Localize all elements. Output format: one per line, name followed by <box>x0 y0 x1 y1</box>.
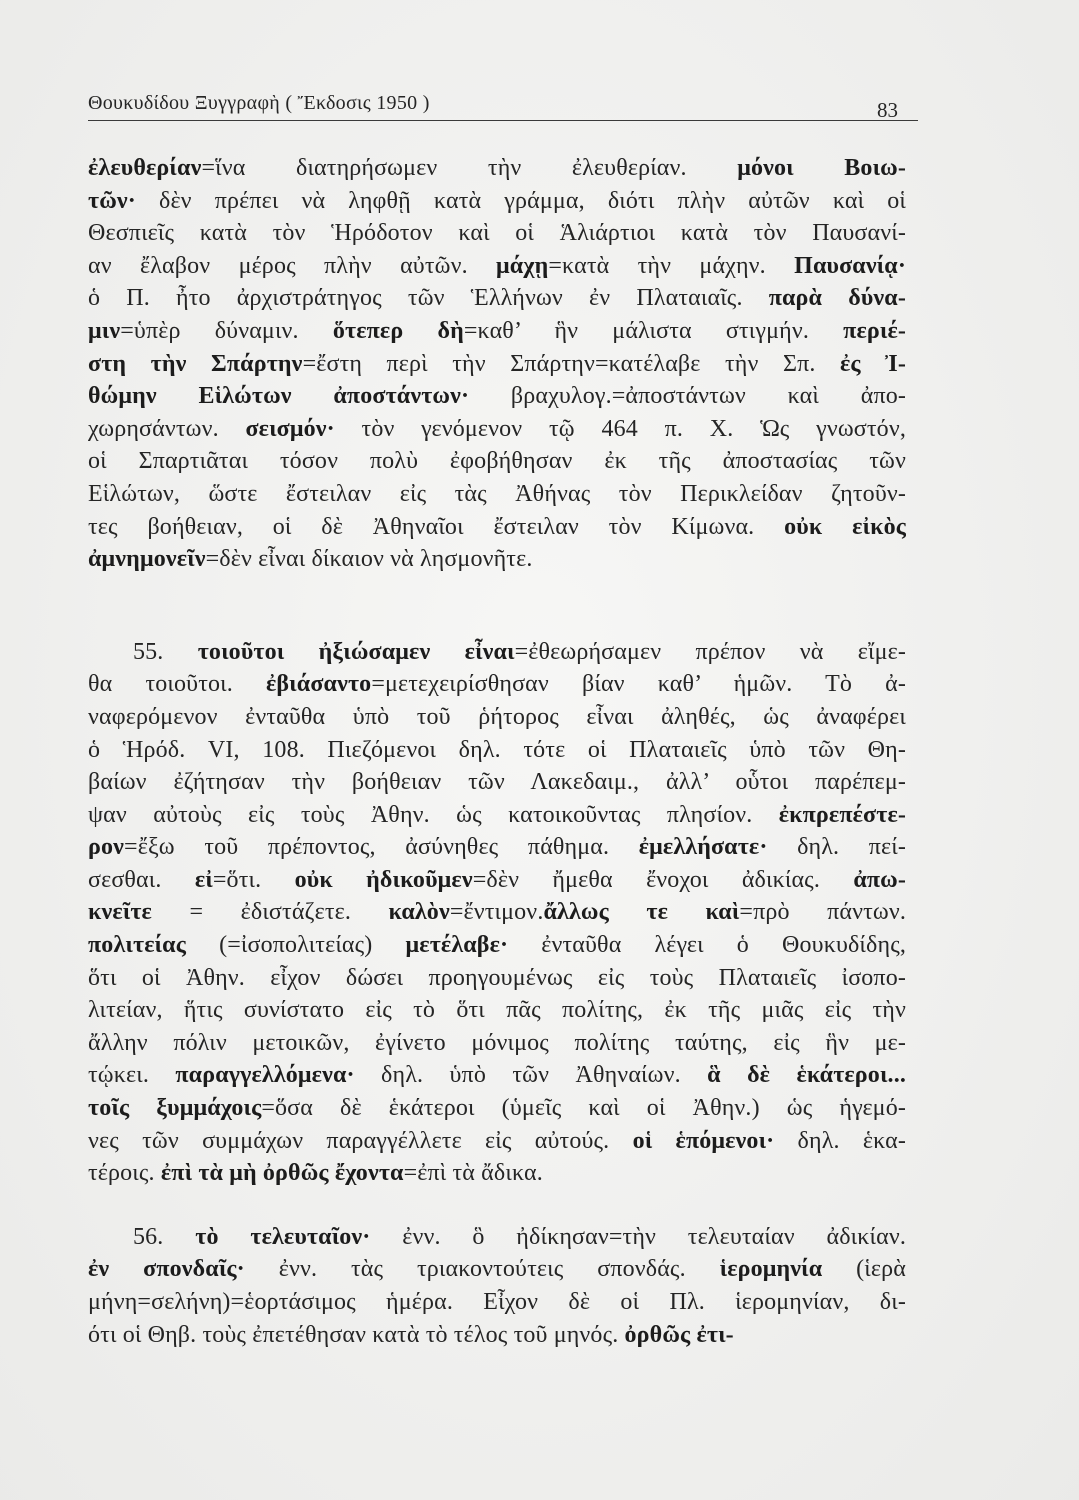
text-line <box>88 668 906 701</box>
gloss-text: βαίων ἐζήτησαν τὴν βοήθειαν τῶν Λακεδαιμ., ἀλλ’ οὗτοι παρέπεμ- <box>88 769 906 796</box>
gloss-text: ὁ Ἡρόδ. VI, 108. Πιεζόμενοι δηλ. τότε οἱ Πλαταιεῖς ὑπὸ τῶν Θη- <box>88 736 906 763</box>
text-line <box>88 1221 906 1254</box>
gloss-text: Θεσπιεῖς κατὰ τὸν Ἡρόδοτον καὶ οἱ Ἁλιάρτιοι κατὰ τὸν Παυσανί- <box>88 220 906 247</box>
text-line <box>88 511 906 544</box>
text-line <box>88 799 906 832</box>
gloss-text: =ὅτι. <box>212 866 295 893</box>
lemma-bold-text: καλὸν <box>388 899 450 926</box>
lemma-bold-text: οἱ ἑπόμενοι· <box>632 1127 775 1154</box>
gloss-text: =μετεχειρίσθησαν βίαν καθ’ ἡμῶν. Τὸ ἀ- <box>371 671 906 698</box>
lemma-bold-text: μετέλαβε· <box>405 932 509 959</box>
lemma-bold-text: τὸ τελευταῖον· <box>195 1223 371 1250</box>
lemma-bold-text: ἐβιάσαντο <box>265 671 372 698</box>
text-line <box>88 217 906 250</box>
lemma-bold-text: ὀρθῶς ἐτι- <box>624 1321 734 1348</box>
text-line <box>88 636 906 669</box>
lemma-bold-text: ρον <box>88 834 125 861</box>
gloss-text: τέροις. <box>88 1160 161 1187</box>
gloss-text: (ἱερὰ <box>822 1256 906 1283</box>
text-line <box>88 929 906 962</box>
text-line <box>88 1286 906 1319</box>
lemma-bold-text: ἐς Ἰ- <box>839 350 906 377</box>
lemma-bold-text: τοῖς ξυμμάχοις <box>88 1095 262 1122</box>
gloss-text: οἱ Σπαρτιᾶται τόσον πολὺ ἐφοβήθησαν ἐκ τῆς ἀποστασίας τῶν <box>88 448 906 475</box>
gloss-text: ἄλλην πόλιν μετοικῶν, ἐγίνετο μόνιμος πολίτης ταύτης, εἰς ἣν με- <box>88 1029 906 1056</box>
lemma-bold-text: μόνοι Βοιω- <box>737 155 906 181</box>
gloss-text: δηλ. ὑπὸ τῶν Ἀθηναίων. <box>354 1062 708 1089</box>
text-line <box>88 1157 906 1190</box>
gloss-text: νες τῶν συμμάχων παραγγέλλετε εἰς αὐτούς. <box>88 1127 633 1154</box>
gloss-text: 56. <box>133 1223 196 1250</box>
gloss-text: χωρησάντων. <box>88 415 246 442</box>
lemma-bold-text: ἐλευθερίαν <box>88 155 202 181</box>
lemma-bold-text: παρὰ δύνα- <box>768 285 906 312</box>
paragraph <box>88 636 906 1190</box>
text-line <box>88 478 906 511</box>
gloss-text: =ἔξω τοῦ πρέποντος, ἀσύνηθες πάθημα. <box>124 834 639 861</box>
text-line <box>88 1253 906 1286</box>
gloss-text: δηλ. πεί- <box>767 834 906 861</box>
text-line <box>88 1092 906 1125</box>
gloss-text: =ἔντιμον. <box>449 899 544 926</box>
lemma-bold-text: πολιτείας <box>88 932 187 959</box>
text-line <box>88 445 906 478</box>
text-line <box>88 896 906 929</box>
gloss-text: =καθ’ ἣν μάλιστα στιγμήν. <box>463 317 844 344</box>
lemma-bold-text: σεισμόν· <box>245 415 335 442</box>
gloss-text: =πρὸ πάντων. <box>739 899 906 926</box>
gloss-text: Εἱλώτων, ὥστε ἔστειλαν εἰς τὰς Ἀθήνας τὸν Περικλείδαν ζητοῦν- <box>88 480 906 507</box>
gloss-text: ἐνταῦθα λέγει ὁ Θουκυδίδης, <box>508 932 906 959</box>
text-line <box>88 701 906 734</box>
gloss-text: ψαν αὐτοὺς εἰς τοὺς Ἀθην. ὡς κατοικοῦντας πλησίον. <box>88 801 779 828</box>
text-line <box>88 1319 906 1352</box>
lemma-bold-text: τοιοῦτοι ἠξιώσαμεν εἶναι <box>197 638 515 665</box>
lemma-bold-text: μάχῃ <box>496 252 549 279</box>
text-line <box>88 348 906 381</box>
lemma-bold-text: ἄλλως τε καὶ <box>543 899 740 926</box>
text-line <box>88 282 906 315</box>
lemma-bold-text: τῶν· <box>88 187 136 214</box>
text-line <box>88 766 906 799</box>
text-line <box>88 315 906 348</box>
text-line <box>88 185 906 218</box>
gloss-text: βραχυλογ.=ἀποστάντων καὶ ἀπο- <box>469 383 906 410</box>
gloss-text: δὲν πρέπει νὰ ληφθῇ κατὰ γράμμα, διότι πλὴν αὐτῶν καὶ οἱ <box>135 187 906 214</box>
lemma-bold-text: κνεῖτε <box>88 899 152 926</box>
lemma-bold-text: οὐκ εἰκὸς <box>784 513 906 540</box>
lemma-bold-text: ἀπω- <box>853 866 906 893</box>
gloss-text: =ἐπὶ τὰ ἄδικα. <box>403 1160 543 1187</box>
text-line <box>88 152 906 185</box>
text-line <box>88 962 906 995</box>
paragraph <box>88 152 906 576</box>
lemma-bold-text: οὐκ ἠδικοῦμεν <box>294 866 473 893</box>
paragraph <box>88 1221 906 1351</box>
lemma-bold-text: στη τὴν Σπάρτην <box>88 350 303 377</box>
header-rule <box>88 120 918 121</box>
gloss-text: δηλ. ἑκα- <box>774 1127 906 1154</box>
gloss-text: = ἐδιστάζετε. <box>151 899 389 926</box>
lemma-bold-text: ὅτεπερ δὴ <box>332 317 464 344</box>
gloss-text: 55. <box>133 638 198 665</box>
text-line <box>88 1059 906 1092</box>
lemma-bold-text: παραγγελλόμενα· <box>175 1062 355 1089</box>
page-number: 83 <box>877 98 898 122</box>
gloss-text: τὸν γενόμενον τῷ 464 π. Χ. Ὡς γνωστόν, <box>334 415 906 442</box>
gloss-text: ναφερόμενον ἐνταῦθα ὑπὸ τοῦ ῥήτορος εἶναι ἀληθές, ὡς ἀναφέρει <box>88 703 906 730</box>
lemma-bold-text: μιν <box>88 317 121 344</box>
lemma-bold-text: Παυσανίᾳ· <box>794 252 906 279</box>
gloss-text: ὅτι οἱ Ἀθην. εἶχον δώσει προηγουμένως εἰς τοὺς Πλαταιεῖς ἰσοπο- <box>88 964 906 991</box>
gloss-text: τῴκει. <box>88 1062 176 1089</box>
lemma-bold-text: ἐν σπονδαῖς· <box>88 1256 245 1283</box>
lemma-bold-text: ἐμελλήσατε· <box>638 834 768 861</box>
running-header-title: Θουκυδίδου Ξυγγραφὴ ( Ἔκδοσις 1950 ) <box>88 92 430 114</box>
gloss-text: ἐνν. ὃ ἠδίκησαν=τὴν τελευταίαν ἀδικίαν. <box>370 1223 906 1250</box>
text-line <box>88 413 906 446</box>
lemma-bold-text: ἱερομηνία <box>719 1256 823 1283</box>
gloss-text: =κατὰ τὴν μάχην. <box>548 252 795 279</box>
gloss-text: =ἔστη περὶ τὴν Σπάρτην=κατέλαβε τὴν Σπ. <box>302 350 840 377</box>
gloss-text: τες βοήθειαν, οἱ δὲ Ἀθηναῖοι ἔστειλαν τὸν Κίμωνα. <box>88 513 785 540</box>
gloss-text: =δὲν ἤμεθα ἔνοχοι ἀδικίας. <box>472 866 854 893</box>
text-line <box>88 1125 906 1158</box>
gloss-text: σεσθαι. <box>88 866 195 893</box>
text-line <box>88 380 906 413</box>
lemma-bold-text: εἰ <box>194 866 213 893</box>
gloss-text: ὁ Π. ἦτο ἀρχιστράτηγος τῶν Ἑλλήνων ἐν Πλαταιαῖς. <box>88 285 769 312</box>
commentary-body <box>88 152 906 1351</box>
gloss-text: =ὑπὲρ δύναμιν. <box>120 317 333 344</box>
text-line <box>88 864 906 897</box>
text-line <box>88 831 906 864</box>
gloss-text: ότι οἱ Θηβ. τοὺς ἐπετέθησαν κατὰ τὸ τέλος τοῦ μηνός. <box>88 1321 625 1348</box>
lemma-bold-text: θώμην Εἱλώτων ἀποστάντων· <box>88 383 470 410</box>
text-line <box>88 1027 906 1060</box>
gloss-text: αν ἔλαβον μέρος πλὴν αὐτῶν. <box>88 252 497 279</box>
text-line <box>88 250 906 283</box>
gloss-text: λιτείαν, ἥτις συνίστατο εἰς τὸ ὅτι πᾶς πολίτης, ἐκ τῆς μιᾶς εἰς τὴν <box>88 997 906 1024</box>
gloss-text: ἐνν. τὰς τριακοντούτεις σπονδάς. <box>244 1256 720 1283</box>
lemma-bold-text: ἃ δὲ ἑκάτεροι... <box>707 1062 906 1089</box>
gloss-text: =δὲν εἶναι δίκαιον νὰ λησμονῆτε. <box>205 546 533 573</box>
lemma-bold-text: ἀμνημονεῖν <box>88 546 206 573</box>
gloss-text: (=ἰσοπολιτείας) <box>186 932 406 959</box>
text-line <box>88 734 906 767</box>
gloss-text: =ἵνα διατηρήσωμεν τὴν ἐλευθερίαν. <box>201 155 738 181</box>
text-line <box>88 994 906 1027</box>
lemma-bold-text: ἐπὶ τὰ μὴ ὀρθῶς ἔχοντα <box>160 1160 404 1187</box>
lemma-bold-text: ἐκπρεπέστε- <box>778 801 906 828</box>
text-line <box>88 543 906 576</box>
gloss-text: =ἐθεωρήσαμεν πρέπον νὰ εἴμε- <box>514 638 906 665</box>
gloss-text: =ὅσα δὲ ἑκάτεροι (ὑμεῖς καὶ οἱ Ἀθην.) ὡς ἡγεμό- <box>261 1095 906 1122</box>
gloss-text: θα τοιοῦτοι. <box>88 671 266 698</box>
lemma-bold-text: περιέ- <box>843 317 906 344</box>
gloss-text: μήνη=σελήνη)=ἑορτάσιμος ἡμέρα. Εἶχον δὲ οἱ Πλ. ἱερομηνίαν, δι- <box>88 1289 906 1315</box>
